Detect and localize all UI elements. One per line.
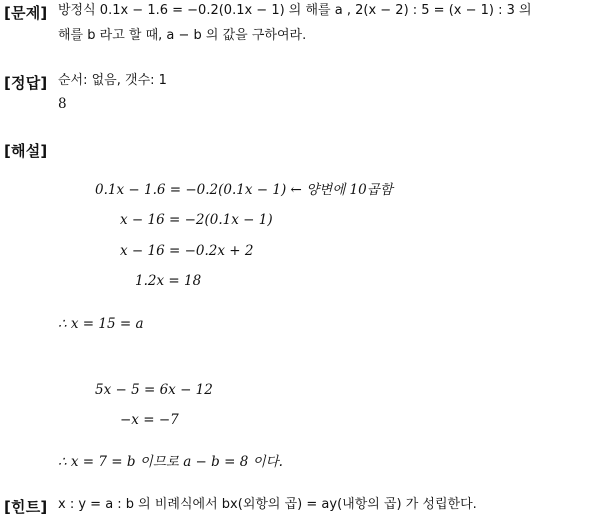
solution-conclusion-b: ∴ x = 7 = b 이므로 a − b = 8 이다. <box>58 454 283 470</box>
problem-text-line-1: 방정식 0.1x − 1.6 = −0.2(0.1x − 1) 의 해를 a , 2(x − 2) : 5 = (x − 1) : 3 의 <box>58 3 532 18</box>
solution-step-b-2: −x = −7 <box>120 412 179 428</box>
answer-value: 8 <box>58 96 67 112</box>
solution-step-a-3: x − 16 = −0.2x + 2 <box>120 243 254 259</box>
problem-text-line-2: 해를 b 라고 할 때, a − b 의 값을 구하여라. <box>58 28 307 43</box>
hint-text: x : y = a : b 의 비례식에서 bx(외항의 곱) = ay(내항의 곱) 가 성립한다. <box>58 497 477 512</box>
solution-step-a-1: 0.1x − 1.6 = −0.2(0.1x − 1) ← 양변에 10곱함 <box>95 182 393 198</box>
solution-step-a-2: x − 16 = −2(0.1x − 1) <box>120 212 273 228</box>
solution-step-a-4: 1.2x = 18 <box>135 273 202 289</box>
answer-text-line-1: 순서: 없음, 갯수: 1 <box>58 73 167 88</box>
problem-label: [문제] <box>4 4 48 22</box>
solution-step-b-1: 5x − 5 = 6x − 12 <box>95 382 213 398</box>
answer-label: [정답] <box>4 74 48 92</box>
solution-label: [해설] <box>4 142 48 160</box>
hint-label: [힌트] <box>4 498 48 516</box>
solution-conclusion-a: ∴ x = 15 = a <box>58 316 144 332</box>
